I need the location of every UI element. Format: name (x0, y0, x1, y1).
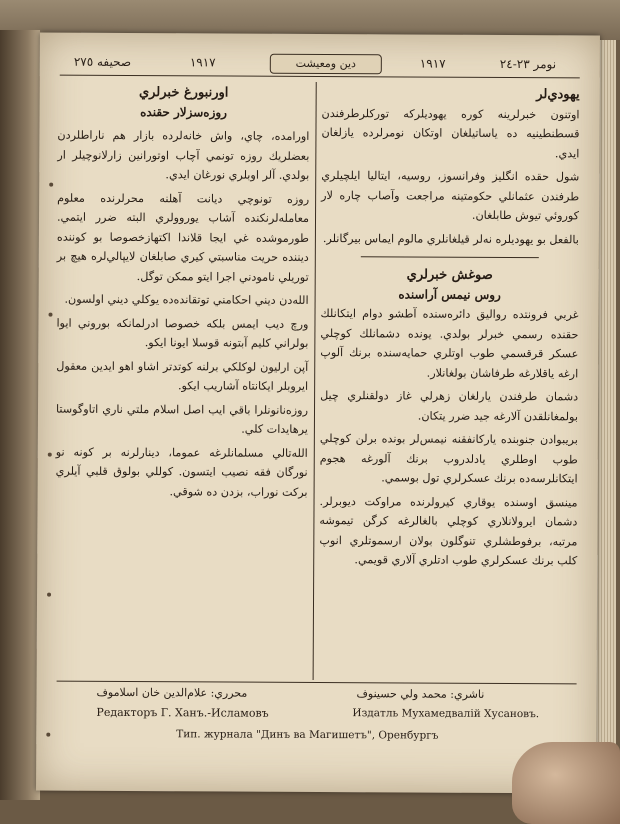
paragraph: روزه تونوچي ديانت آهلنه محرلرنده معلوم معامله‌لرنكنده آشاب يوروولري البته ضرر ايتمي. طورموشده غي ايجا قلاندا اكتهازخصوصا بو كوننده ديننده حريت مناسبتي كيري صابلغان لايپالي‌لره هيچ بر توريلي نامودني اجرا ايتو ممكن توگل. (56, 191, 310, 284)
column-divider (313, 82, 317, 680)
journal-title: دين ومعيشت (295, 56, 357, 71)
book-binding (0, 30, 40, 800)
paragraph: ورچ ديب ايمس بلكه خصوصا ادرلمانكه بوروني ايوا بولراني كليم آبتونه قوسلا ايونا ايكو. (56, 316, 309, 350)
section-title-orenburg-news: اورنبورغ خبرلري (138, 85, 229, 101)
paragraph: الله‌دن ديني احكامني توتقانده‌ده يوكلي ديني اولسون. (64, 292, 309, 307)
editor-arabic: محرري: علام‌الدين خان اسلاموف (96, 685, 248, 700)
page-header (60, 51, 580, 79)
paragraph: بريبوادن جنوبنده ياركانفقنه نيمس‌لر بونده برلن كوچلي طوب اوطلري يادلدروب برنك آلورغه هجوم ايتكانلرسه‌ده برنك عسكرلري تول بوسمي. (319, 432, 578, 486)
right-column (319, 84, 580, 680)
header-year-right: ١٩١٧ (419, 56, 446, 71)
section-subtitle: روزه‌سزلار حقنده (140, 104, 228, 120)
binding-hole (46, 733, 50, 737)
editor-russian: Редакторъ Г. Ханъ.-Исламовъ (96, 705, 269, 720)
section-divider (361, 256, 539, 258)
section-title-war-news: صوغش خبرلري (406, 267, 493, 283)
binding-hole (49, 313, 53, 317)
paragraph: آپن ارليون لوكلكي برلنه كوتدتر اشاو اهو ايدين معقول ايروبلر ايكانتاه آشاريب ايكو. (56, 359, 309, 393)
paragraph: اوتنون خبرلرينه كوره يهوديلركه توركلرطرفندن قسطنطينيه ده ياساتيلغان اوتكان نومرلرده يازلغان ايدي. (321, 106, 580, 160)
paragraph: غربي فرونتده رواليق دائره‌سنده آطشو دوام ايتكانلك حقنده رسمي خبرلر بولدي. يونده دشمانلك كوچلي عسكر قرقسمي طوب اوتلري حمايه‌سنده برنك آلوپ ارغه ياقلارغه طرفاشان بولغانلار. (320, 307, 579, 380)
binding-hole (49, 183, 53, 187)
printer-imprint: Тип. журнала "Динъ ва Магишетъ", Оренбургъ (176, 728, 439, 742)
binding-hole (47, 593, 51, 597)
paragraph: الله‌تالي مسلمانلرغه عموما، دينارلرنه بر كونه نو نورگان فقه نصيب ايتسون. كوللي بولوق قلبي آيلري بركت نوراب، بزدن ده شوقي. (55, 445, 308, 499)
binding-hole (48, 453, 52, 457)
header-year-left: ١٩١٧ (189, 55, 216, 70)
holding-thumb (512, 742, 620, 824)
journal-title-ornament (270, 54, 382, 75)
left-column (55, 83, 310, 679)
paragraph: دشمان طرفندن يارلغان زهرلي غاز دولقنلري چيل بولمغانلقدن آلارغه جيد ضرر يتكان. (320, 389, 579, 423)
paragraph: بالفعل بو يهوديلره نه‌لر قيلغانلري مالوم ايماس بيرگانلر. (322, 231, 579, 246)
paragraph: اورامده، چاي، واش خانه‌لرده بازار هم ناراطلردن بعضلريك روزه تونمي آچاب اوتورانين زارلانوچيلر ار بولدي. آلر اوبلري نورغان ايدي. (57, 128, 310, 182)
publisher-arabic: ناشري: محمد ولي حسينوف (356, 687, 485, 701)
page-footer (56, 681, 576, 755)
paragraph: شول حقده انگليز وفرانسوز، روسيه، ايتاليا ايلچيلري طرفندن عثمانلي حكومتينه مراجعت وآصاب چاره لار كوروئي تيوش طابلغان. (321, 169, 580, 223)
issue-number: نومر ٢٣-٢٤ (499, 56, 557, 72)
paragraph: روزه‌نانونلرا باقي ايب اصل اسلام ملتي ناري اتاو‌گوستا يرهايدات كلي. (55, 402, 309, 436)
paragraph: مينسق اوسنده يوقاري كيرولرنده مراوكت ديوبرلر. دشمان ايرولانلاري كوچلي بالغالرغه كرگن تيموشه مرتبه، برفوطشلري تنوگلون بولان ارسموتلري انوپ كلب برنك عسكرلري طوب ادتلري آلاري قويمي. (319, 494, 578, 568)
section-subtitle: روس نيمس آراسنده (398, 286, 501, 302)
section-title-jews: يهودي‌لر (536, 87, 580, 103)
publisher-russian: Издатль Мухамедвалій Хусановъ. (352, 707, 540, 721)
journal-page (36, 33, 600, 794)
page-number: صحيفه ٢٧٥ (73, 54, 132, 70)
